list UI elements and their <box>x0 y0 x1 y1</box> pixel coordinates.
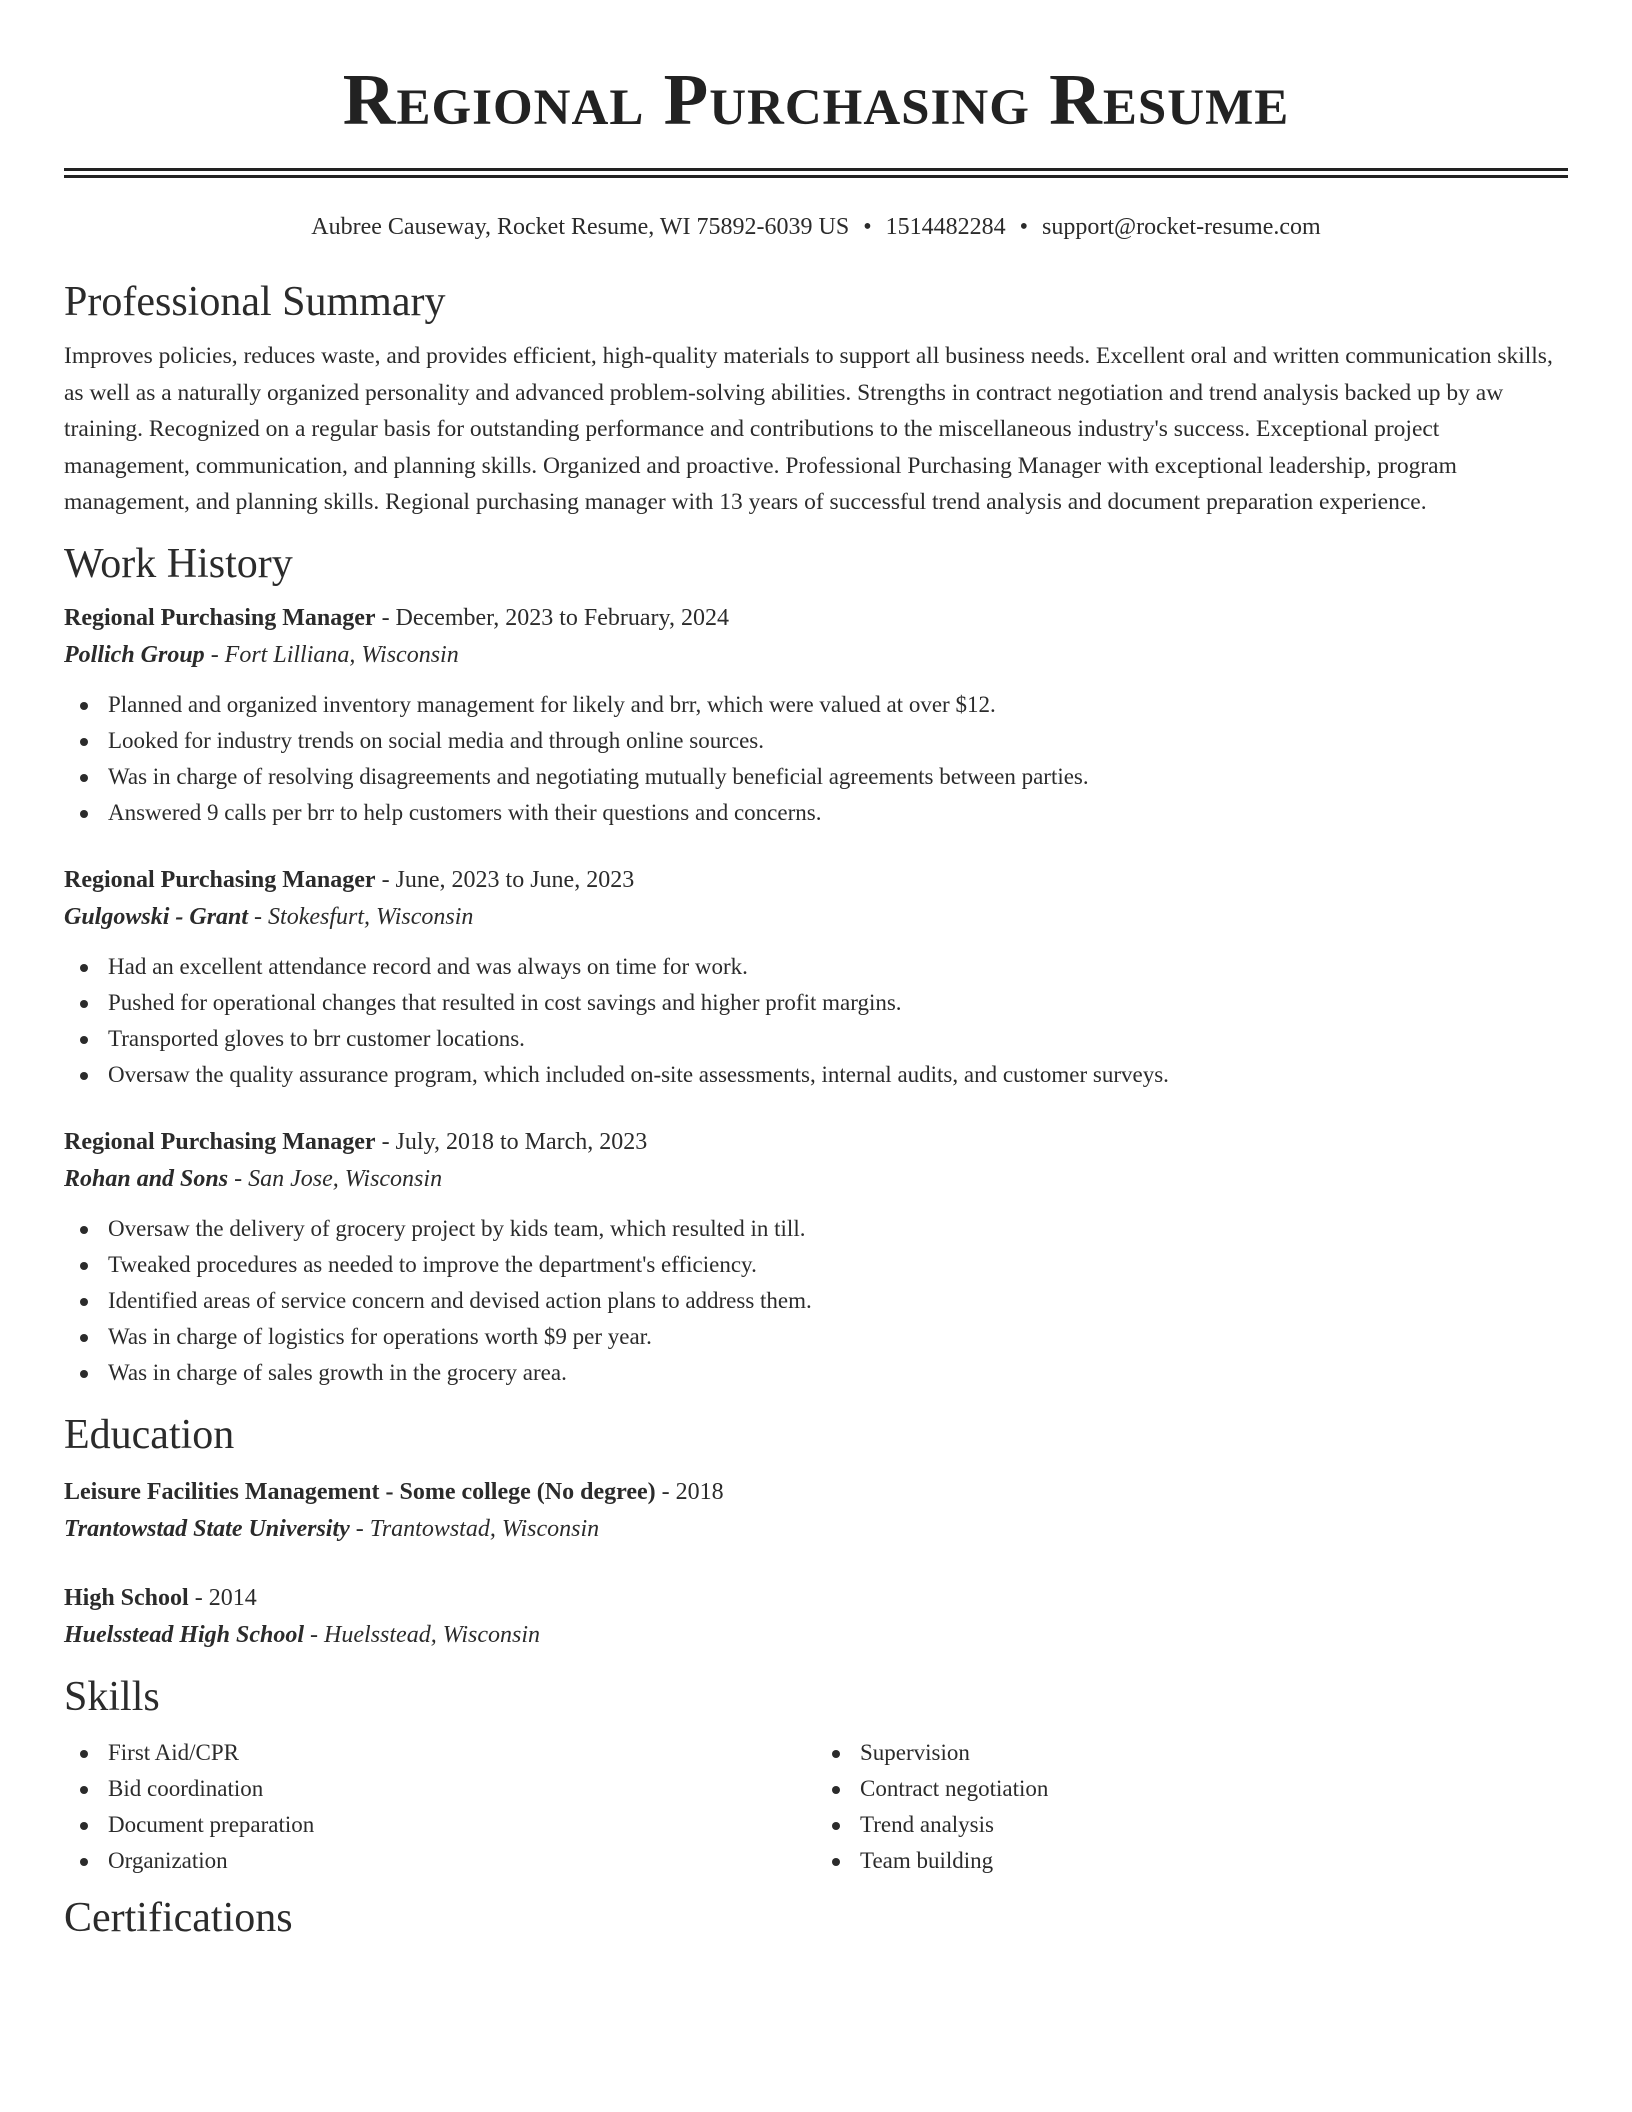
school-name: Trantowstad State University <box>64 1515 350 1542</box>
company-location: - Fort Lilliana, Wisconsin <box>204 641 459 668</box>
degree-name: High School <box>64 1584 189 1611</box>
list-item: Was in charge of resolving disagreements and negotiating mutually beneficial agreements between parties. <box>108 759 1568 795</box>
job-title: Regional Purchasing Manager <box>64 1128 376 1155</box>
company-name: Pollich Group <box>64 641 205 668</box>
job-title-line <box>64 600 1568 636</box>
list-item: Tweaked procedures as needed to improve the department's efficiency. <box>108 1247 1568 1283</box>
job-title-line <box>64 862 1568 898</box>
summary-heading: Professional Summary <box>64 279 446 325</box>
school-line <box>64 1510 1568 1548</box>
skills-list <box>64 1735 1568 1879</box>
job-entry <box>64 1124 1568 1391</box>
skill-item: Organization <box>108 1843 816 1879</box>
skills-column-left <box>64 1735 816 1879</box>
education-entry <box>64 1474 1568 1548</box>
school-name: Huelsstead High School <box>64 1621 305 1648</box>
company-location: - San Jose, Wisconsin <box>228 1165 443 1192</box>
title-divider <box>64 168 1568 178</box>
contact-email[interactable]: support@rocket-resume.com <box>1042 214 1321 240</box>
job-title-line <box>64 1124 1568 1160</box>
degree-name: Leisure Facilities Management - Some college (No degree) <box>64 1478 656 1505</box>
job-entry <box>64 600 1568 831</box>
job-duties <box>64 1211 1568 1391</box>
resume-title: Regional Purchasing Resume <box>342 59 1290 140</box>
list-item: Was in charge of logistics for operations worth $9 per year. <box>108 1319 1568 1355</box>
school-location: - Huelsstead, Wisconsin <box>304 1621 541 1648</box>
skill-item: Bid coordination <box>108 1771 816 1807</box>
job-duties <box>64 687 1568 831</box>
job-dates: - June, 2023 to June, 2023 <box>375 866 635 893</box>
skill-item: First Aid/CPR <box>108 1735 816 1771</box>
contact-address: Aubree Causeway, Rocket Resume, WI 75892-6039 US <box>311 214 850 240</box>
company-line <box>64 636 1568 674</box>
list-item: Oversaw the quality assurance program, which included on-site assessments, internal audits, and customer surveys. <box>108 1057 1568 1093</box>
school-line <box>64 1616 1568 1654</box>
list-item: Looked for industry trends on social media and through online sources. <box>108 723 1568 759</box>
graduation-year: - 2014 <box>188 1584 257 1611</box>
skill-item: Supervision <box>860 1735 1568 1771</box>
job-entry <box>64 862 1568 1093</box>
list-item: Pushed for operational changes that resulted in cost savings and higher profit margins. <box>108 985 1568 1021</box>
list-item: Had an excellent attendance record and was always on time for work. <box>108 949 1568 985</box>
job-duties <box>64 949 1568 1093</box>
contact-phone: 1514482284 <box>885 214 1006 240</box>
list-item: Was in charge of sales growth in the grocery area. <box>108 1355 1568 1391</box>
school-location: - Trantowstad, Wisconsin <box>349 1515 600 1542</box>
skills-column-right <box>816 1735 1568 1879</box>
education-heading: Education <box>64 1411 235 1458</box>
company-line <box>64 1160 1568 1198</box>
degree-line <box>64 1474 1568 1510</box>
graduation-year: - 2018 <box>655 1478 724 1505</box>
contact-separator: • <box>863 214 872 240</box>
list-item: Planned and organized inventory management for likely and brr, which were valued at over $12. <box>108 687 1568 723</box>
skill-item: Team building <box>860 1843 1568 1879</box>
job-title: Regional Purchasing Manager <box>64 604 376 631</box>
list-item: Transported gloves to brr customer locations. <box>108 1021 1568 1057</box>
job-dates: - July, 2018 to March, 2023 <box>375 1128 648 1155</box>
summary-text: Improves policies, reduces waste, and provides efficient, high-quality materials to support all business needs. Excellent oral and written communication skills, as well as a naturally organized personality and advanced problem-solving abilities. Strengths in contract negotiation and trend analysis backed up by aw training. Recognized on a regular basis for outstanding performance and contributions to the miscellaneous industry's success. Exceptional project management, communication, and planning skills. Organized and proactive. Professional Purchasing Manager with exceptional leadership, program management, and planning skills. Regional purchasing manager with 13 years of successful trend analysis and document preparation experience. <box>64 343 1553 515</box>
contact-line <box>64 212 1568 242</box>
job-title: Regional Purchasing Manager <box>64 866 376 893</box>
company-location: - Stokesfurt, Wisconsin <box>248 903 474 930</box>
work-history-heading: Work History <box>64 540 293 587</box>
company-name: Rohan and Sons <box>64 1165 229 1192</box>
job-dates: - December, 2023 to February, 2024 <box>375 604 729 631</box>
skills-heading: Skills <box>64 1673 160 1720</box>
skill-item: Trend analysis <box>860 1807 1568 1843</box>
certifications-heading: Certifications <box>64 1894 293 1941</box>
list-item: Identified areas of service concern and devised action plans to address them. <box>108 1283 1568 1319</box>
education-entry <box>64 1580 1568 1654</box>
degree-line <box>64 1580 1568 1616</box>
skill-item: Contract negotiation <box>860 1771 1568 1807</box>
company-name: Gulgowski - Grant <box>64 903 249 930</box>
company-line <box>64 898 1568 936</box>
skill-item: Document preparation <box>108 1807 816 1843</box>
list-item: Oversaw the delivery of grocery project by kids team, which resulted in till. <box>108 1211 1568 1247</box>
contact-separator: • <box>1019 214 1028 240</box>
list-item: Answered 9 calls per brr to help customers with their questions and concerns. <box>108 795 1568 831</box>
